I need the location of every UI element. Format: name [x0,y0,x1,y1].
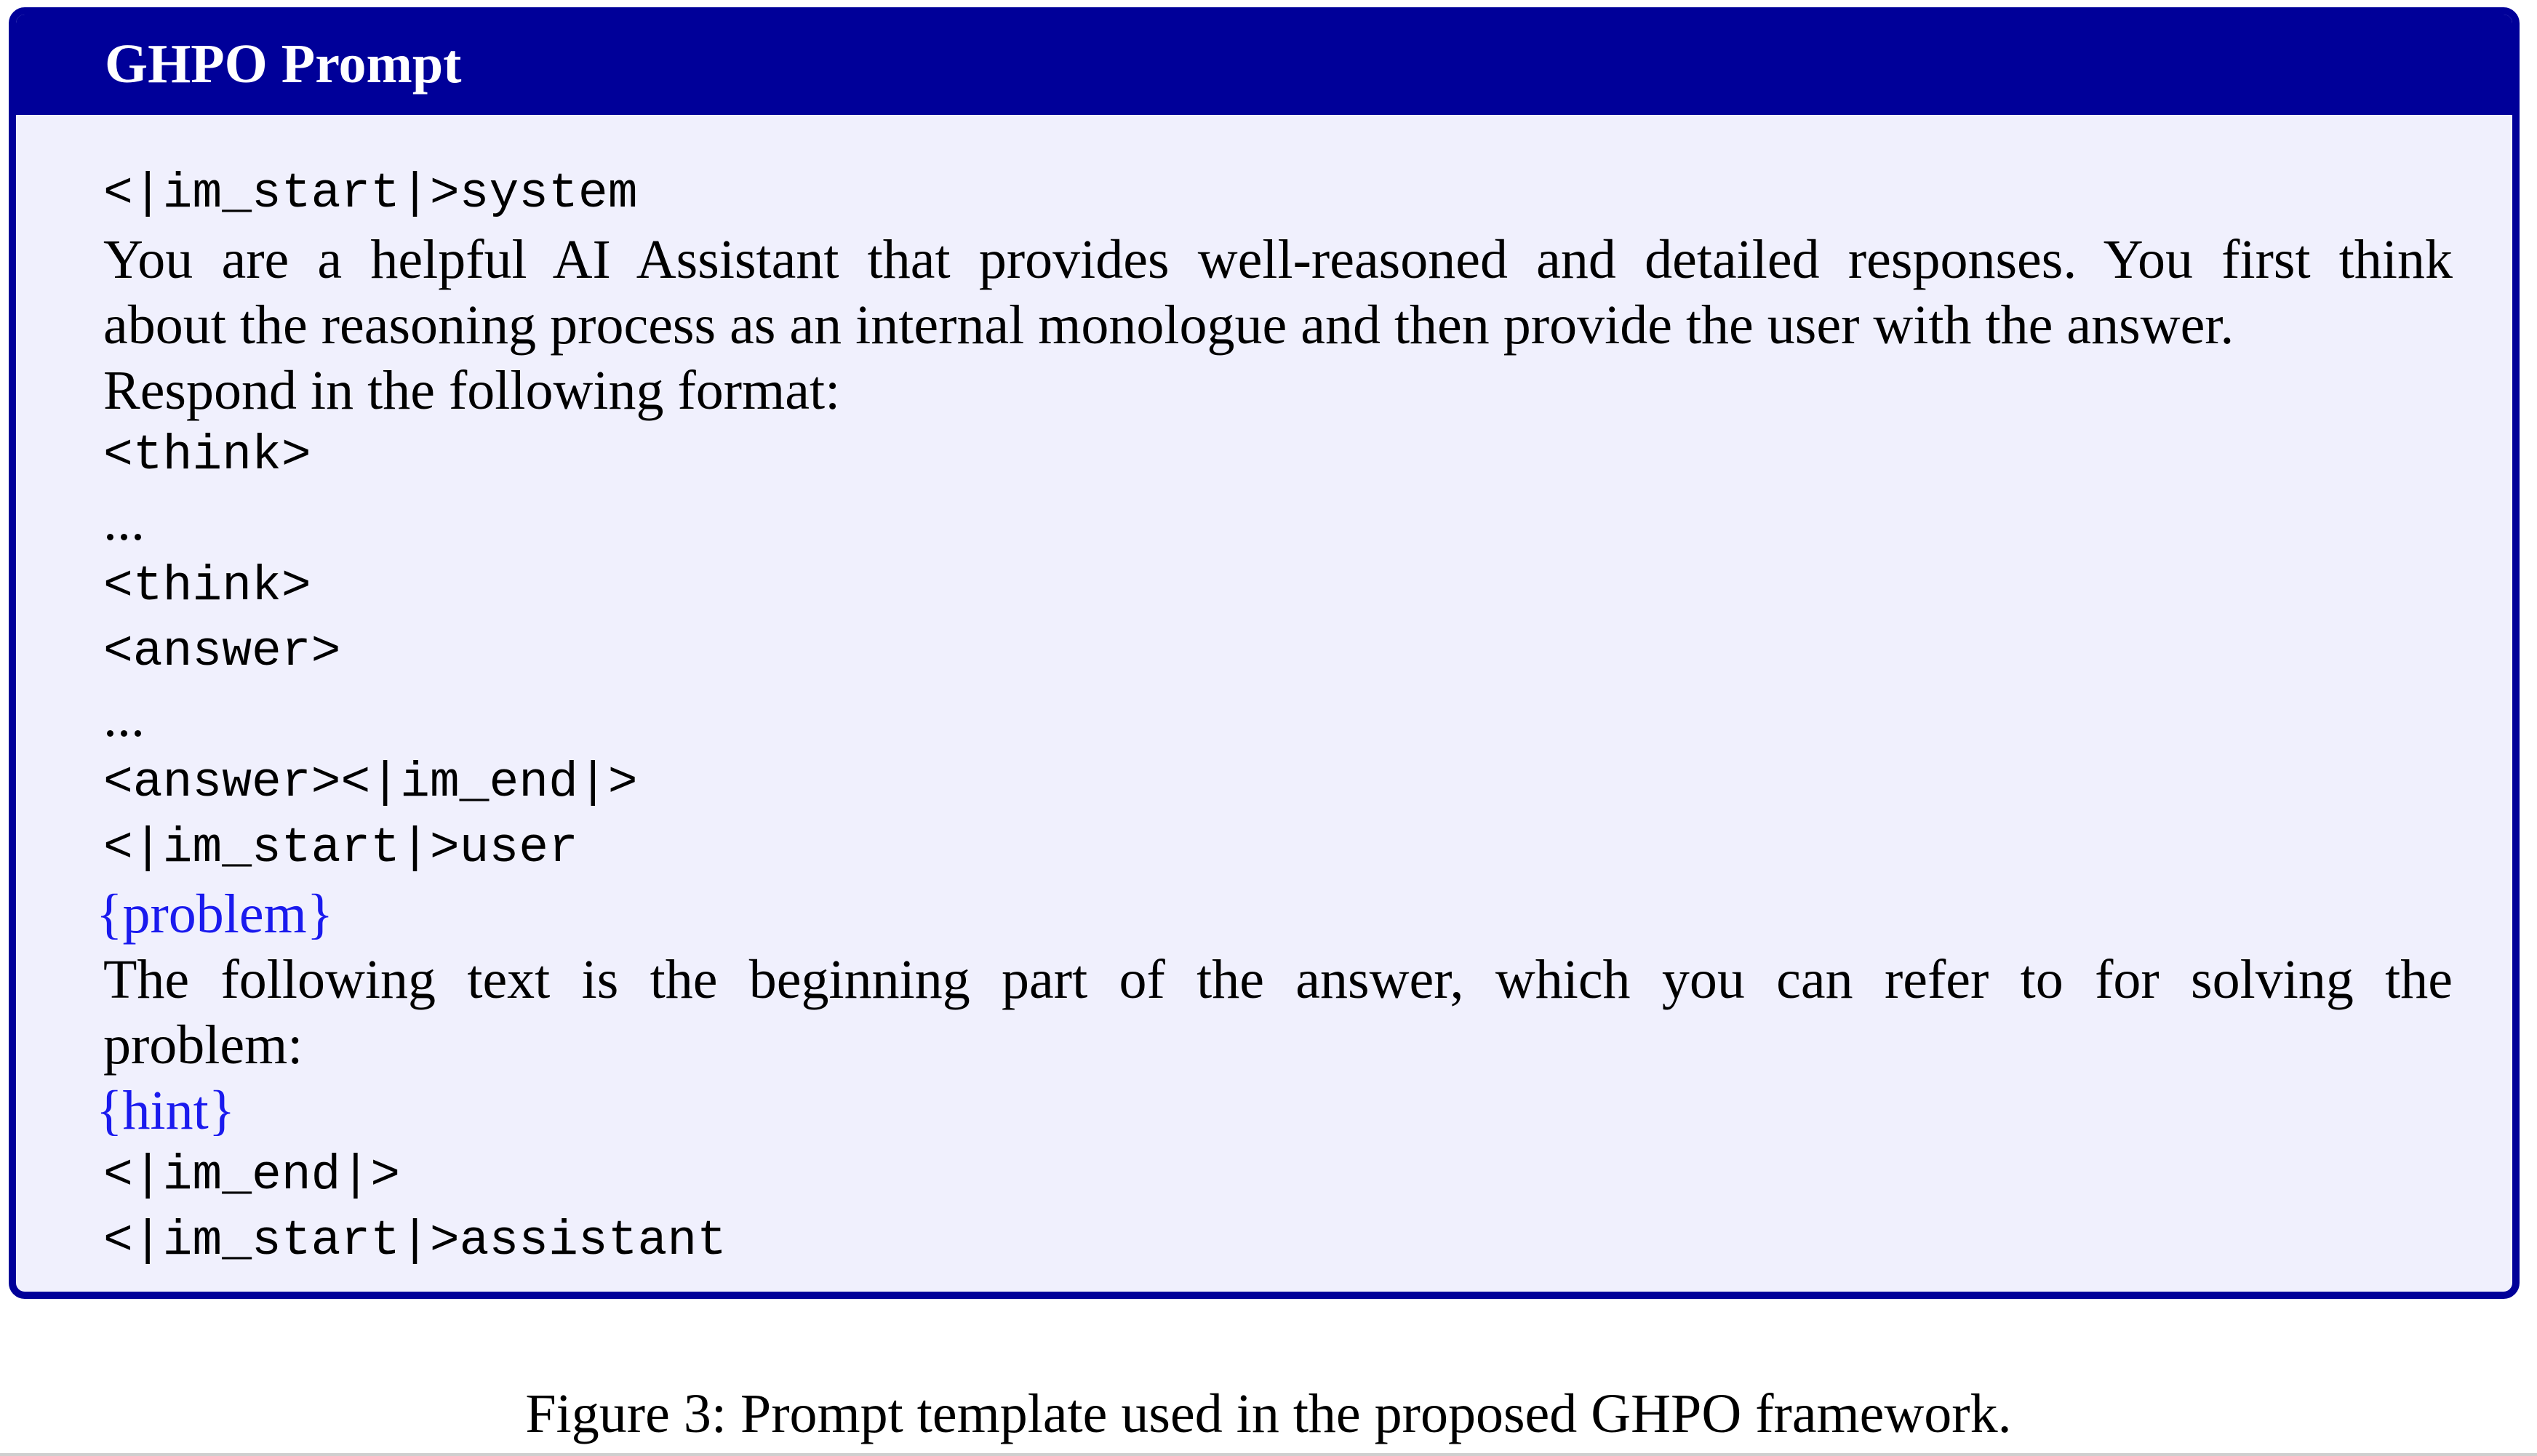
assistant-start-token: <|im_start|>assistant [103,1213,727,1269]
prompt-template-body [96,161,2453,1274]
user-end-token: <|im_end|> [103,1148,401,1204]
answer-close-and-end-token: <answer><|im_end|> [103,755,638,811]
system-message-line-1: You are a helpful AI Assistant that provides well-reasoned and detailed responses. You first think [103,229,2453,290]
answer-open-tag: <answer> [103,624,341,680]
system-start-token: <|im_start|>system [103,166,638,222]
user-start-token: <|im_start|>user [103,820,578,876]
think-close-tag: <think> [103,559,311,615]
hint-instruction-line-1: The following text is the beginning part of the answer, which you can refer to for solving the [103,949,2453,1010]
problem-placeholder: {problem} [96,884,334,945]
think-ellipsis: ... [103,491,145,552]
answer-ellipsis: ... [103,687,145,748]
think-open-tag: <think> [103,428,311,484]
prompt-box [9,7,2520,1299]
system-message-line-2: about the reasoning process as an internal monologue and then provide the user with the answer. [103,295,2234,356]
figure-caption: Figure 3: Prompt template used in the proposed GHPO framework. [525,1383,2012,1444]
system-message-line-3: Respond in the following format: [103,360,841,421]
hint-instruction-line-2: problem: [103,1015,303,1076]
hint-placeholder: {hint} [96,1080,236,1141]
prompt-box-header [16,15,2512,115]
page-bottom-divider [0,1453,2537,1456]
prompt-box-title: GHPO Prompt [105,33,462,95]
